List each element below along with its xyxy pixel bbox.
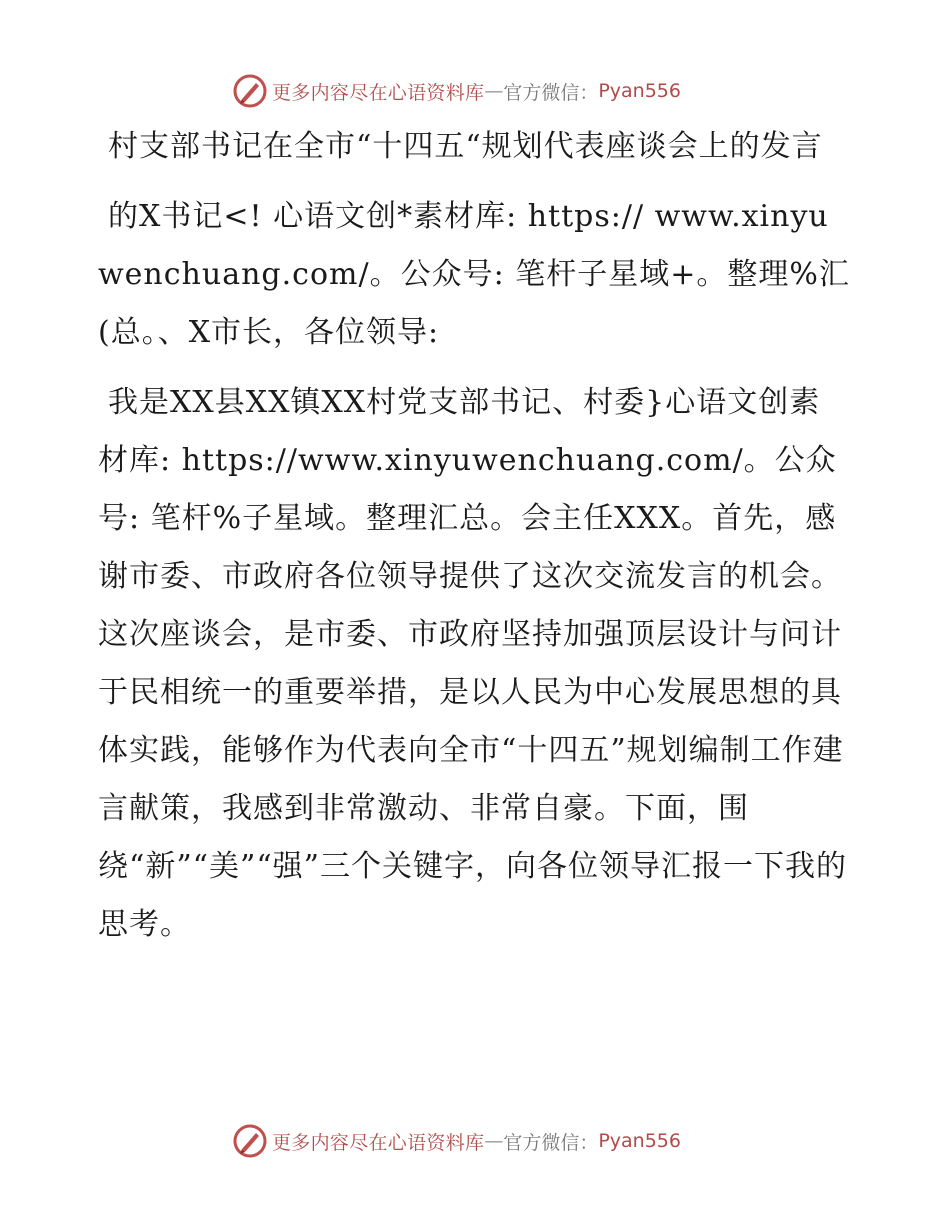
body-paragraph-continued: 绕“新”“美”“强”三个关键字，向各位领导汇报一下我的思考。 bbox=[98, 849, 848, 942]
header-watermark bbox=[232, 71, 681, 111]
watermark-wechat-id: Pyan556 bbox=[598, 1130, 681, 1152]
pen-logo-icon bbox=[232, 1123, 268, 1159]
body-paragraph: 我是XX县XX镇XX村党支部书记、村委}心语文创素材库: https://www.xinyuwenchuang.com/。公众号: 笔杆%子星域。整理汇总。会主任XXX。首先，感谢市委、市政府各位领导提供了这次交流发言的机会。这次座谈会，是市委、市政府坚持加强顶层设计与问计于民相统一的重要举措，是以人民为中心发展思想的具体实践，能够作为代表向全市“十四五”规划编制工作建言献策，我感到非常激动、非常自豪。下面，围 bbox=[98, 385, 844, 826]
watermark-main-text: 更多内容尽在心语资料库 bbox=[272, 81, 485, 104]
watermark-official-label: 官方微信： bbox=[503, 1131, 599, 1154]
footer-watermark bbox=[232, 1121, 681, 1161]
watermark-main-text: 更多内容尽在心语资料库 bbox=[272, 1131, 485, 1154]
watermark-official-label: 官方微信： bbox=[503, 81, 599, 104]
pen-logo-icon bbox=[232, 73, 268, 109]
watermark-wechat-id: Pyan556 bbox=[598, 80, 681, 102]
document-title: 村支部书记在全市“十四五“规划代表座谈会上的发言 bbox=[108, 129, 823, 164]
watermark-separator: — bbox=[484, 1130, 504, 1152]
document-body bbox=[98, 118, 850, 954]
salutation-paragraph: 的X书记<! 心语文创*素材库: https:// www.xinyuwenchuang.com/。公众号: 笔杆子星域+。整理%汇(总。、X市长，各位领导: bbox=[98, 199, 850, 350]
watermark-separator: — bbox=[484, 80, 504, 102]
